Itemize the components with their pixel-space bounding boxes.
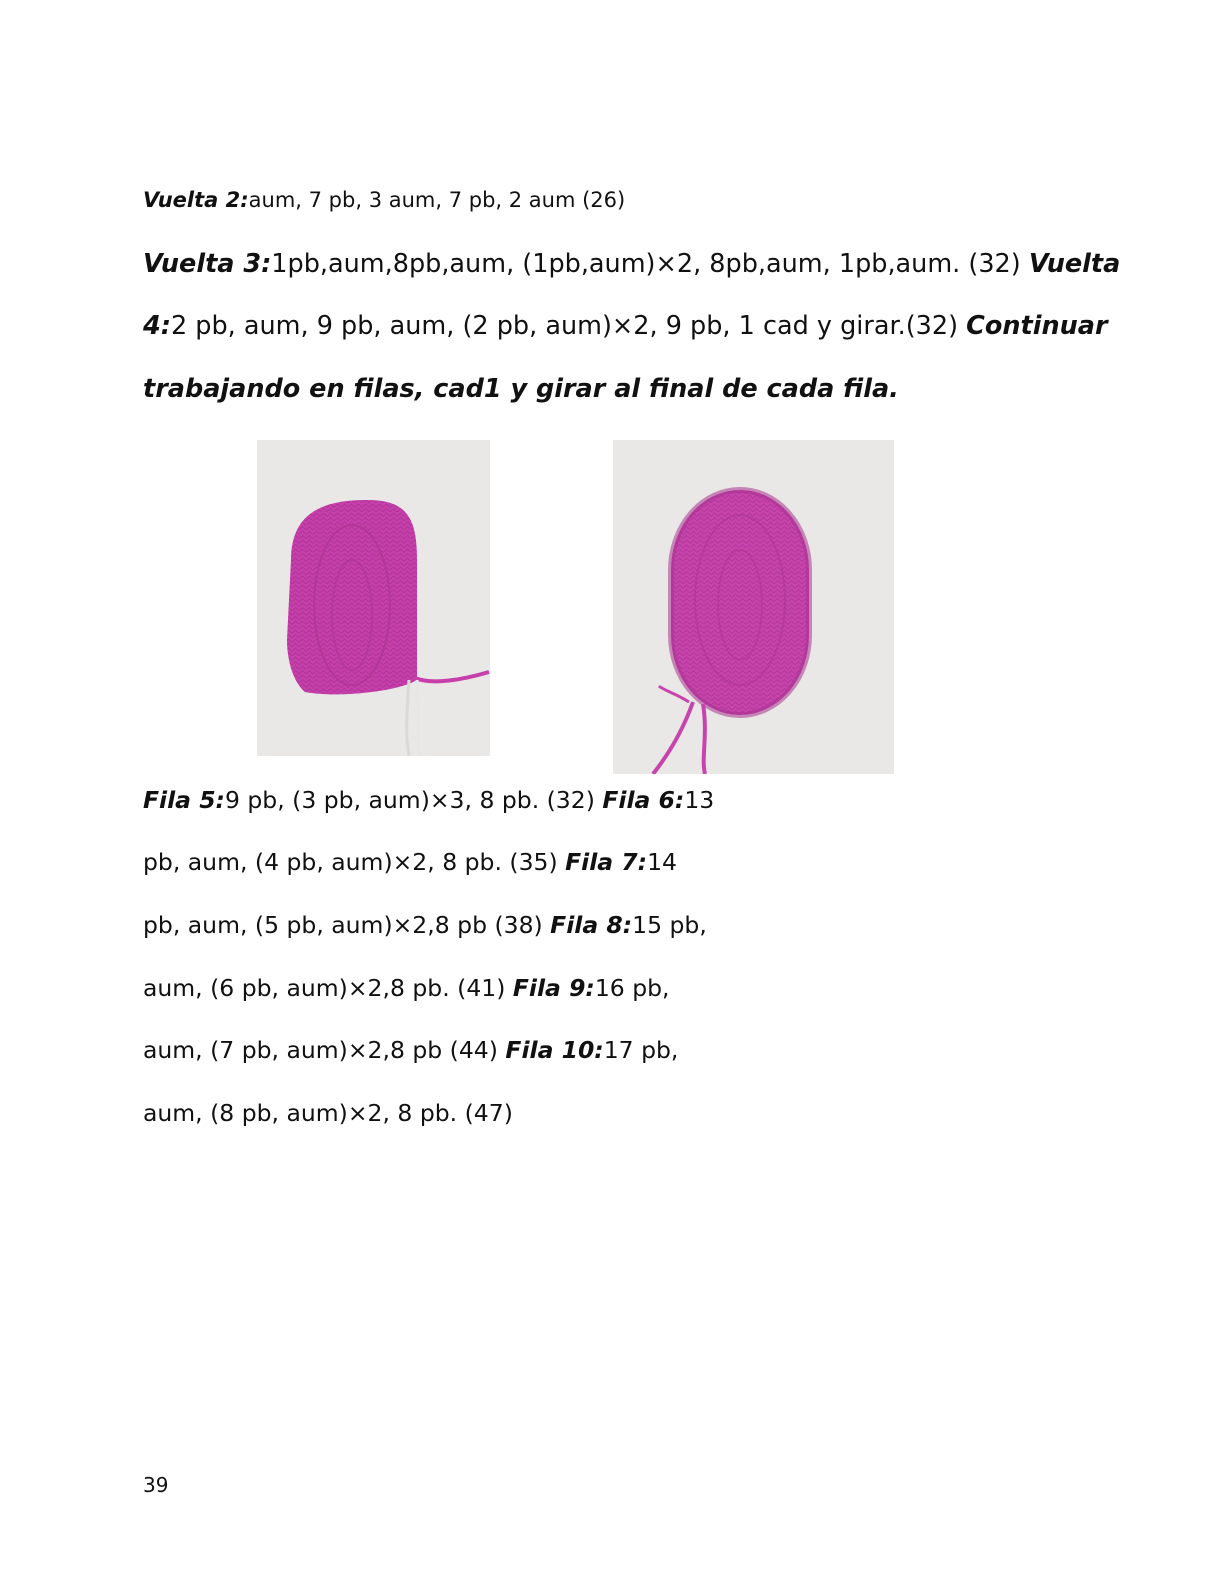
vuelta-2-label: Vuelta 2: [143, 188, 249, 212]
crochet-piece-left-illustration [257, 440, 490, 756]
fila-6-text-start: 13 [684, 786, 715, 814]
fila-6-text-end: pb, aum, (4 pb, aum)×2, 8 pb. (35) [143, 848, 566, 876]
vuelta-3-text: 1pb,aum,8pb,aum, (1pb,aum)×2, 8pb,aum, 1pb,aum. (32) [271, 249, 1029, 279]
filas-line-4 [143, 974, 670, 1002]
fila-7-label: Fila 7: [565, 848, 648, 876]
vuelta-3-label: Vuelta 3: [143, 249, 272, 279]
vuelta-2-text: aum, 7 pb, 3 aum, 7 pb, 2 aum (26) [248, 188, 626, 212]
fila-10-text-start: 17 pb, [603, 1036, 679, 1064]
crochet-piece-right-illustration [613, 440, 894, 774]
fila-8-text-end: aum, (6 pb, aum)×2,8 pb. (41) [143, 974, 513, 1002]
vuelta-4-label-end: 4: [143, 311, 171, 341]
continuar-note-end: trabajando en filas, cad1 y girar al final de cada fila. [143, 374, 899, 404]
fila-9-text-start: 16 pb, [594, 974, 670, 1002]
crochet-photo-left [257, 440, 490, 756]
fila-5-label: Fila 5: [143, 786, 225, 814]
filas-line-3 [143, 911, 707, 939]
fila-10-text-end: aum, (8 pb, aum)×2, 8 pb. (47) [143, 1099, 513, 1127]
vuelta-4-label-start: Vuelta [1028, 249, 1121, 279]
vuelta-2-line [143, 188, 625, 212]
fila-8-text-start: 15 pb, [632, 911, 707, 939]
continuar-note-start: Continuar [966, 311, 1108, 341]
filas-line-1 [143, 786, 714, 814]
fila-9-label: Fila 9: [512, 974, 595, 1002]
fila-10-label: Fila 10: [505, 1036, 604, 1064]
fila-8-label: Fila 8: [550, 911, 633, 939]
filas-line-6 [143, 1099, 513, 1127]
vuelta-4-text: 2 pb, aum, 9 pb, aum, (2 pb, aum)×2, 9 pb, 1 cad y girar.(32) [170, 311, 967, 341]
fila-5-text: 9 pb, (3 pb, aum)×3, 8 pb. (32) [224, 786, 603, 814]
fila-9-text-end: aum, (7 pb, aum)×2,8 pb (44) [143, 1036, 506, 1064]
crochet-photo-right [613, 440, 894, 774]
paragraph-line-3 [143, 374, 899, 404]
fila-7-text-end: pb, aum, (5 pb, aum)×2,8 pb (38) [143, 911, 551, 939]
page-number: 39 [143, 1473, 169, 1497]
fila-6-label: Fila 6: [602, 786, 685, 814]
fila-7-text-start: 14 [647, 848, 677, 876]
paragraph-line-2 [143, 311, 1108, 341]
paragraph-line-1 [143, 249, 1120, 279]
filas-line-2 [143, 848, 677, 876]
filas-line-5 [143, 1036, 678, 1064]
